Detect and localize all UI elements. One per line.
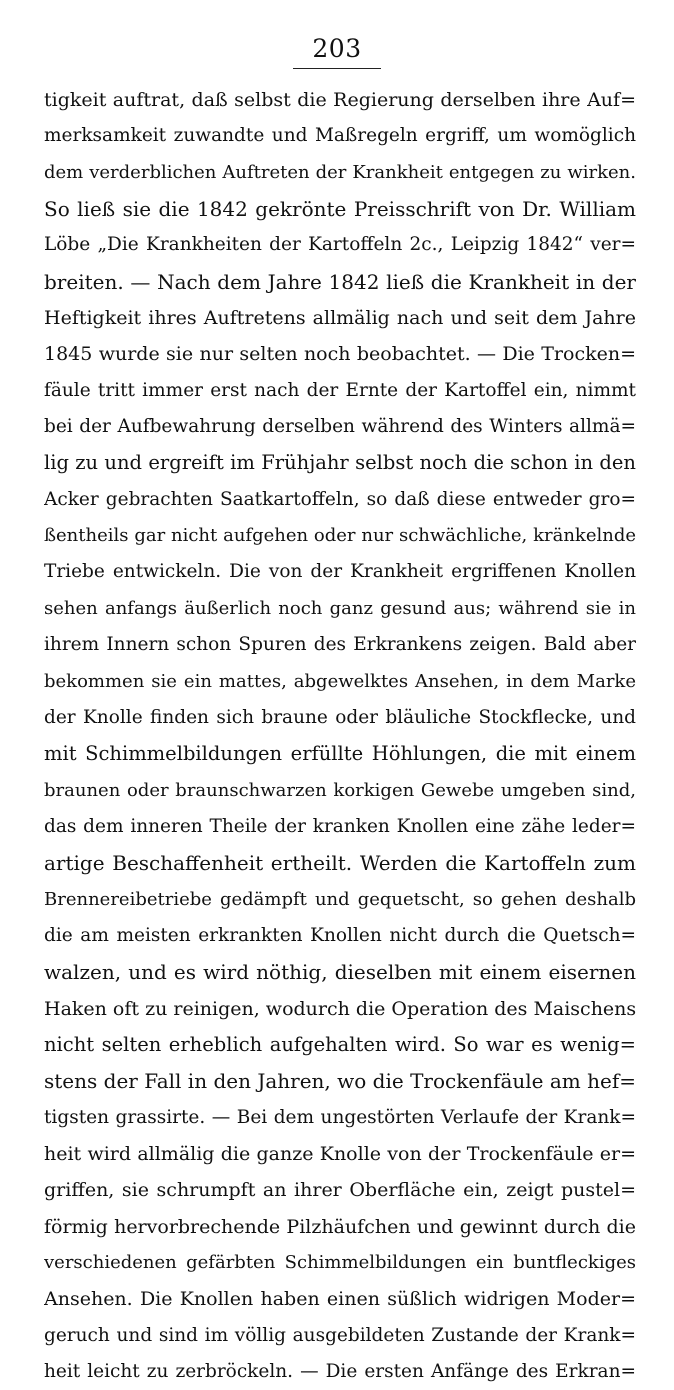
- text-line: griffen, sie schrumpft an ihrer Oberfläche ein, zeigt pustel=: [44, 1179, 636, 1202]
- text-line: mit Schimmelbildungen erfüllte Höhlungen, die mit einem: [44, 742, 636, 766]
- text-line: 1845 wurde sie nur selten noch beobachtet. — Die Trocken=: [44, 343, 636, 366]
- text-line: heit wird allmälig die ganze Knolle von der Trockenfäule er=: [44, 1142, 636, 1165]
- text-line: Haken oft zu reinigen, wodurch die Operation des Maischens: [44, 997, 636, 1020]
- page-number: 203: [312, 34, 362, 63]
- text-line: Acker gebrachten Saatkartoffeln, so daß diese entweder gro=: [44, 488, 636, 510]
- text-line: stens der Fall in den Jahren, wo die Trockenfäule am hef=: [44, 1069, 636, 1094]
- text-line: braunen oder braunschwarzen korkigen Gewebe umgeben sind,: [44, 779, 636, 801]
- text-line: nicht selten erheblich aufgehalten wird. So war es wenig=: [44, 1032, 636, 1056]
- text-line: breiten. — Nach dem Jahre 1842 ließ die Krankheit in der: [44, 269, 636, 294]
- header-rule: [293, 68, 381, 69]
- text-line: sehen anfangs äußerlich noch ganz gesund aus; während sie in: [44, 597, 636, 619]
- text-line: Heftigkeit ihres Auftretens allmälig nach und seit dem Jahre: [44, 307, 636, 330]
- text-line: verschiedenen gefärbten Schimmelbildungen ein buntfleckiges: [44, 1252, 636, 1273]
- text-line: bekommen sie ein mattes, abgewelktes Ansehen, in dem Marke: [44, 670, 636, 692]
- text-line: heit leicht zu zerbröckeln. — Die ersten Anfänge des Erkran=: [44, 1361, 636, 1383]
- text-line: ihrem Innern schon Spuren des Erkrankens zeigen. Bald aber: [44, 634, 636, 656]
- text-line: Brennereibetriebe gedämpft und gequetscht, so gehen deshalb: [44, 888, 636, 910]
- text-line: dem verderblichen Auftreten der Krankheit entgegen zu wirken.: [44, 161, 636, 183]
- text-line: der Knolle finden sich braune oder bläuliche Stockflecke, und: [44, 706, 636, 728]
- text-line: artige Beschaffenheit ertheilt. Werden die Kartoffeln zum: [44, 851, 636, 876]
- text-line: bei der Aufbewahrung derselben während des Winters allmä=: [44, 416, 636, 438]
- text-line: walzen, und es wird nöthig, dieselben mit einem eisernen: [44, 960, 636, 985]
- text-line: Löbe „Die Krankheiten der Kartoffeln 2c., Leipzig 1842“ ver=: [44, 234, 636, 256]
- text-line: geruch und sind im völlig ausgebildeten Zustande der Krank=: [44, 1324, 636, 1346]
- text-line: das dem inneren Theile der kranken Knollen eine zähe leder=: [44, 815, 636, 837]
- body-text: [44, 82, 636, 1390]
- text-line: ßentheils gar nicht aufgehen oder nur schwächliche, kränkelnde: [44, 525, 636, 547]
- text-line: lig zu und ergreift im Frühjahr selbst noch die schon in den: [44, 451, 636, 475]
- text-line: merksamkeit zuwandte und Maßregeln ergriff, um womöglich: [44, 125, 636, 147]
- text-line: tigkeit auftrat, daß selbst die Regierung derselben ihre Auf=: [44, 89, 636, 111]
- text-line: die am meisten erkrankten Knollen nicht durch die Quetsch=: [44, 924, 636, 946]
- text-line: Ansehen. Die Knollen haben einen süßlich widrigen Moder=: [44, 1288, 636, 1311]
- text-line: So ließ sie die 1842 gekrönte Preisschrift von Dr. William: [44, 197, 636, 222]
- text-line: fäule tritt immer erst nach der Ernte der Kartoffel ein, nimmt: [44, 379, 636, 401]
- text-line: Triebe entwickeln. Die von der Krankheit ergriffenen Knollen: [44, 561, 636, 583]
- text-line: förmig hervorbrechende Pilzhäufchen und gewinnt durch die: [44, 1215, 636, 1238]
- text-line: tigsten grassirte. — Bei dem ungestörten Verlaufe der Krank=: [44, 1106, 636, 1128]
